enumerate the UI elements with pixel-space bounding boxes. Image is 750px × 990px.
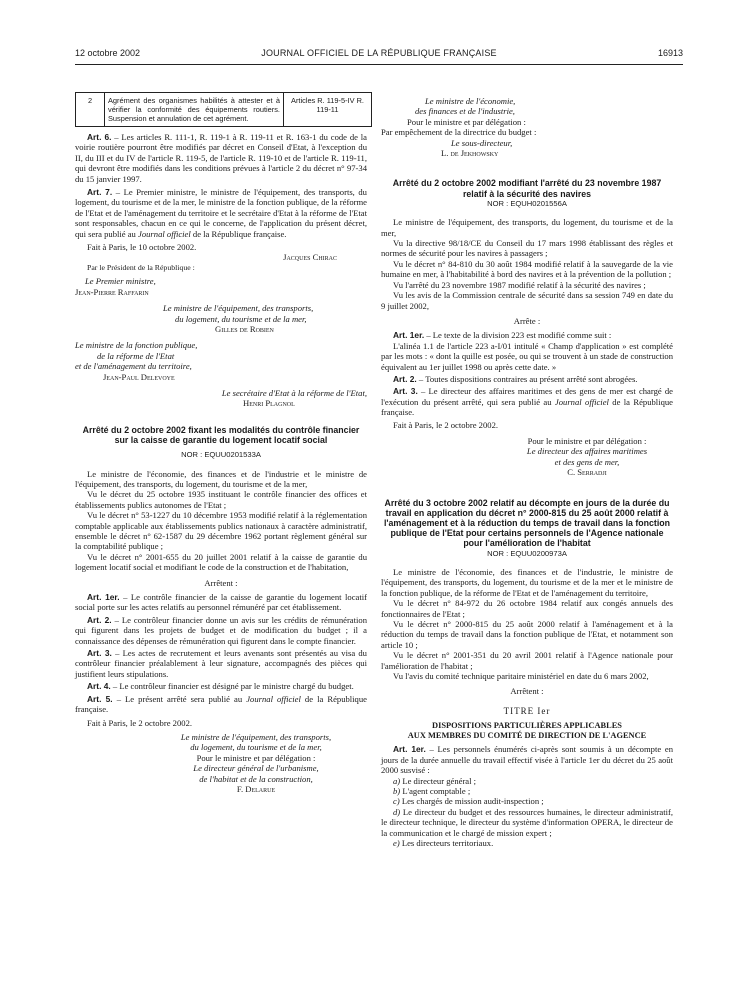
arrete-word: Arrête :: [513, 315, 541, 326]
signature-delevoye: Jean-Paul Delevoye: [103, 371, 175, 382]
arrete-2-art-2: Art. 2. – Le contrôleur financier donne un avis sur les crédits de rémunération qui figurent dans les projets de budget et de modification du budget ; il a connaissance des dépenses de rémunération qui figurent dans le compte financier.: [75, 614, 367, 646]
signature-serradji: C. Serradji: [567, 467, 607, 478]
top-line-5: Le sous-directeur,: [451, 137, 513, 148]
signature-block-3: [501, 436, 673, 478]
sig3-line-3: et des gens de mer,: [554, 456, 620, 467]
dispositions-line-1: DISPOSITIONS PARTICULIÈRES APPLICABLES: [432, 721, 622, 731]
top-line-2: des finances et de l'industrie,: [415, 106, 515, 117]
header-rule: [75, 64, 683, 65]
arrete-2-art-1: Art. 1er. – Le contrôle financier de la caisse de garantie du logement locatif social porte sur les actes relatifs au personnel rémunéré par cet établissement.: [75, 592, 367, 613]
arrete-3-vu-1: Vu la directive 98/18/CE du Conseil du 17 mars 1998 établissant des règles et normes de sécurité pour les navires à passagers ;: [381, 238, 673, 259]
top-line-3: Pour le ministre et par délégation :: [407, 116, 526, 127]
annex-table: [75, 92, 372, 127]
arrete-4-vu-3: Vu le décret n° 2001-351 du 20 avril 2001 relatif à l'Agence nationale pour l'amélioration de l'habitat ;: [381, 650, 673, 671]
sig2-line-1: Le ministre de l'équipement, des transports,: [180, 731, 332, 742]
arrete-2-art-5: Art. 5. – Le présent arrêté sera publié au Journal officiel de la République française.: [75, 693, 367, 715]
arrete-4-vu-1: Vu le décret n° 84-972 du 26 octobre 1984 relatif aux congés annuels des fonctionnaires de l'Etat ;: [381, 598, 673, 619]
arrete-2-preamble: Le ministre de l'économie, des finances et de l'industrie et le ministre de l'équipement, des transports, du logement, du tourisme et de la mer,: [75, 468, 367, 489]
signature-chirac: Jacques Chirac: [283, 252, 337, 263]
signature-robien: Gilles de Robien: [215, 323, 274, 334]
signature-jekhowsky: L. de Jekhowsky: [441, 148, 499, 159]
sig2-line-3: Pour le ministre et par délégation :: [196, 752, 316, 763]
arrete-2-vu-3: Vu le décret n° 2001-655 du 20 juillet 2001 relatif à la caisse de garantie du logement locatif social et modifiant le code de la construction et de l'habitation,: [75, 551, 367, 573]
sig3-line-2: Le directeur des affaires maritimes: [526, 446, 648, 457]
arrete-4-vu-4: Vu l'avis du comité technique paritaire ministériel en date du 6 mars 2002,: [393, 671, 649, 682]
list-item-b: b) L'agent comptable ;: [393, 785, 471, 796]
fait-a-paris-1: Fait à Paris, le 10 octobre 2002.: [87, 242, 197, 253]
fait-a-paris-3: Fait à Paris, le 2 octobre 2002.: [393, 419, 499, 430]
sig2-line-2: du logement, du tourisme et de la mer,: [190, 742, 322, 753]
arrete-3-art-1-text: L'alinéa 1.1 de l'article 223 a-I/01 intitulé « Champ d'application » est complété par les mots : « dont la quille est posée, ou qui se trouvent à un stade de construction équivalent au 1er juillet 1998 ou après cette date. »: [381, 340, 673, 372]
titre-heading: TITRE Ier: [503, 705, 551, 716]
fait-a-paris-2: Fait à Paris, le 2 octobre 2002.: [87, 717, 193, 728]
sig2-line-5: de l'habitat et de la construction,: [199, 773, 313, 784]
table-cell-ref: Articles R. 119-5-IV R. 119-11: [284, 93, 372, 127]
arrete-2-vu-2: Vu le décret n° 53-1227 du 10 décembre 1953 modifié relatif à la réglementation comptable applicable aux établissements publics nationaux à caractère administratif, ensemble le décret n° 62-1587 du 29 décembre 1962 portant règlement général sur la comptabilité publique ;: [75, 510, 367, 552]
ministre-fp-3: et de l'aménagement du territoire,: [75, 361, 192, 372]
top-line-4: Par empêchement de la directrice du budget :: [381, 127, 537, 138]
list-item-a: a) Le directeur général ;: [393, 775, 477, 786]
journal-title: JOURNAL OFFICIEL DE LA RÉPUBLIQUE FRANÇAISE: [261, 48, 497, 58]
arrete-4-art-1: Art. 1er. – Les personnels énumérés ci-après sont soumis à un décompte en jours de la durée annuelle du travail effectif visée à l'article 1er du décret du 25 août 2000 susvisé :: [381, 744, 673, 776]
arrete-3-preamble: Le ministre de l'équipement, des transports, du logement, du tourisme et de la mer,: [381, 217, 673, 238]
ministre-fp-2: de la réforme de l'Etat: [97, 350, 175, 361]
sig2-line-4: Le directeur général de l'urbanisme,: [193, 763, 319, 774]
signature-plagnol: Henri Plagnol: [243, 398, 295, 409]
arrete-4-nor: NOR : EQUU0200973A: [487, 548, 567, 558]
arretent-2: Arrêtent :: [510, 686, 544, 697]
sig3-line-1: Pour le ministre et par délégation :: [527, 435, 647, 446]
signature-block-top: [381, 96, 673, 158]
ministre-fp-1: Le ministre de la fonction publique,: [75, 340, 198, 351]
par-le-president: Par le Président de la République :: [87, 262, 195, 272]
page-header: [75, 48, 683, 62]
arrete-3-nor: NOR : EQUH0201556A: [487, 198, 567, 208]
top-line-1: Le ministre de l'économie,: [425, 96, 516, 106]
page-number: 16913: [657, 48, 683, 58]
table-cell-desc: Agrément des organismes habilités à attester et à vérifier la conformité des équipements routiers. Suspension et annulation de cet agrément.: [105, 93, 284, 127]
arrete-2-nor: NOR : EQUU0201533A: [181, 450, 261, 460]
article-7: Art. 7. – Le Premier ministre, le ministre de l'équipement, des transports, du logement, du tourisme et de la mer, le ministre de la fonction publique, de la réforme de l'Etat et de l'aménagement du territoire et le secrétaire d'Etat à la réforme de l'Etat sont responsables, chacun en ce qui le concerne, de l'application du présent décret, qui sera publié au Journal officiel de la République française.: [75, 187, 367, 239]
arrete-3-vu-4: Vu les avis de la Commission centrale de sécurité dans sa session 749 en date du 9 juillet 2002,: [381, 290, 673, 311]
left-column: [75, 92, 367, 794]
signature-delarue: F. Delarue: [236, 783, 276, 794]
secretaire-etat: Le secrétaire d'Etat à la réforme de l'Etat,: [221, 387, 367, 398]
signature-block-2: [145, 732, 367, 794]
arrete-4-preamble: Le ministre de l'économie, des finances et de l'industrie, le ministre de l'équipement, des transports, du logement, du tourisme et de la mer et le ministre de la fonction publique, de la réforme de l'Etat et de l'aménagement du territoire,: [381, 567, 673, 598]
arrete-3-title: Arrêté du 2 octobre 2002 modifiant l'arrêté du 23 novembre 1987 relatif à la sécurité des navires: [392, 178, 662, 199]
list-item-c: c) Les chargés de mission audit-inspection ;: [393, 796, 544, 807]
arrete-2-title: Arrêté du 2 octobre 2002 fixant les modalités du contrôle financier sur la caisse de garantie du logement locatif social: [82, 424, 360, 445]
arrete-3-art-3: Art. 3. – Le directeur des affaires maritimes et des gens de mer est chargé de l'exécution du présent arrêté, qui sera publié au Journal officiel de la République française.: [381, 386, 673, 418]
arrete-4-vu-2: Vu le décret n° 2000-815 du 25 août 2000 relatif à l'aménagement et à la réduction du temps de travail dans la fonction publique de l'Etat, et notamment son article 10 ;: [381, 619, 673, 650]
list-item-d: d) Le directeur du budget et des ressources humaines, le directeur administratif, le directeur technique, le directeur du système d'information OPERA, le directeur de la communication et le chargé de mission expert ;: [381, 806, 673, 838]
arrete-2-art-4: Art. 4. – Le contrôleur financier est désigné par le ministre chargé du budget.: [87, 681, 354, 692]
arrete-3-art-1: Art. 1er. – Le texte de la division 223 est modifié comme suit :: [393, 330, 612, 341]
list-item-e: e) Les directeurs territoriaux.: [393, 837, 494, 848]
right-column: [381, 96, 673, 848]
arrete-4-title: Arrêté du 3 octobre 2002 relatif au décompte en jours de la durée du travail en application du décret n° 2000-815 du 25 août 2000 relatif à l'aménagement et à la réduction du temps de travail dans la fonction publique de l'Etat pour certains personnels de l'Agence nationale pour l'amélioration de l'habitat: [383, 497, 671, 549]
arrete-3-art-2: Art. 2. – Toutes dispositions contraires au présent arrêté sont abrogées.: [393, 373, 638, 384]
ministre-equipement-1: Le ministre de l'équipement, des transports,: [163, 303, 314, 314]
table-row: [76, 93, 372, 127]
arrete-3-vu-2: Vu le décret n° 84-810 du 30 août 1984 modifié relatif à la sauvegarde de la vie humaine en mer, à l'habitabilité à bord des navires et à la prévention de la pollution ;: [381, 258, 673, 280]
ministre-equipement-2: du logement, du tourisme et de la mer,: [175, 313, 307, 324]
table-cell-num: 2: [76, 93, 105, 127]
article-6: Art. 6. – Les articles R. 111-1, R. 119-1 à R. 119-11 et R. 163-1 du code de la voirie routière pourront être modifiés par décret en Conseil d'Etat, à l'exception du II, du III et du IV de l'article R. 119-5, de l'article R. 119-10 et de l'article R. 119-11, qui devront être modifiés dans les conditions prévues à l'article 2 du décret n° 97-34 du 15 janvier 1997.: [75, 132, 367, 184]
header-date: 12 octobre 2002: [75, 48, 141, 58]
signature-raffarin: Jean-Pierre Raffarin: [75, 286, 149, 297]
arrete-2-vu-1: Vu le décret du 25 octobre 1935 instituant le contrôle financier des offices et établissements publics autonomes de l'Etat ;: [75, 489, 367, 510]
arrete-2-art-3: Art. 3. – Les actes de recrutement et leurs avenants sont présentés au visa du contrôleur financier préalablement à leur signature, accompagnés des pièces qui justifient leurs stipulations.: [75, 648, 367, 679]
arrete-3-vu-3: Vu l'arrêté du 23 novembre 1987 modifié relatif à la sécurité des navires ;: [393, 279, 646, 290]
premier-ministre: Le Premier ministre,: [85, 276, 156, 287]
arretent-1: Arrêtent :: [204, 577, 238, 588]
dispositions-line-2: AUX MEMBRES DU COMITÉ DE DIRECTION DE L'AGENCE: [407, 731, 647, 741]
